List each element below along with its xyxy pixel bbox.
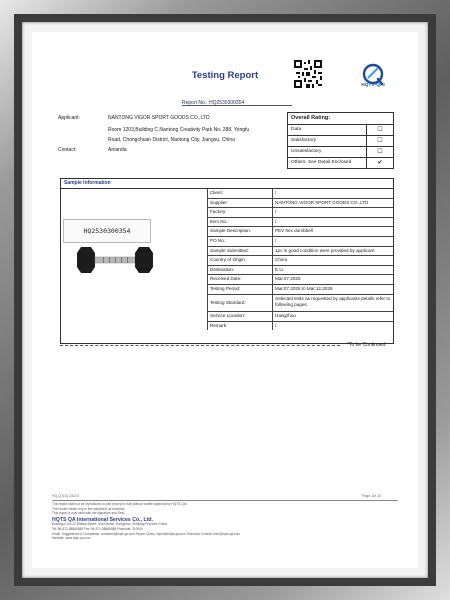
table-row (207, 208, 393, 218)
footer-website: Website: www.hqts-qa.com (52, 536, 91, 541)
applicant-label: Applicant: (58, 115, 80, 121)
rating-row (288, 147, 393, 158)
field-label: Destination: (207, 266, 273, 275)
applicant-address-line1: Room 1203,Building C,Nantong Creativity Park No. 288, Yongfu (108, 127, 250, 133)
field-value: Selected tests as requested by applicants,details refer to following pages. (275, 295, 391, 308)
footer-disclaimer-3: This report is only valid with the signature and Seal. (52, 511, 125, 516)
to-be-continued: *To be Continued (347, 342, 386, 348)
field-value: China (275, 257, 288, 263)
checkbox-icon: ☐ (377, 127, 383, 133)
footer-email: Email: Suggestions & Complaints: customer@hqts-qa.com Report Query: report@hqts-qa.com Technical Consult: tech@hqts-qa.com (52, 531, 241, 536)
field-label: Item No.: (207, 218, 273, 227)
table-row (207, 227, 393, 237)
checkmark-icon: ✔ (377, 160, 383, 166)
sample-information-header: Sample Information (61, 179, 393, 189)
checkbox-icon: ☐ (377, 138, 383, 144)
table-row (207, 247, 393, 257)
field-value: 1pc in good condition were provided by applicant (275, 247, 375, 253)
report-number-underline (182, 105, 292, 106)
table-row (207, 312, 393, 322)
footer-rule (52, 500, 398, 501)
field-value: Mar.07,2025 (275, 276, 301, 282)
checkbox-icon: ☐ (377, 149, 383, 155)
field-value: Hangzhou (275, 313, 296, 319)
rating-row (288, 125, 393, 136)
field-label: Factory: (207, 208, 273, 217)
overall-rating-box (287, 112, 394, 169)
contact-label: Contact: (58, 147, 77, 153)
rating-label-satisfactory: Satisfactory (288, 136, 367, 146)
field-value: / (275, 209, 277, 215)
field-value: E.U. (275, 266, 284, 272)
footer (52, 502, 402, 541)
report-page (32, 32, 418, 568)
field-label: Testing Period: (207, 285, 273, 294)
rating-row (288, 158, 393, 168)
sample-label-tag: HQ2530300354 (63, 219, 151, 243)
field-value: / (275, 322, 277, 328)
footer-company: HQTS QA International Services Co., Ltd. (52, 516, 153, 523)
field-label: Service Location: (207, 312, 273, 321)
table-row (207, 275, 393, 285)
dumbbell-icon (73, 245, 163, 275)
field-label: Country of Origin: (207, 256, 273, 265)
page-title: Testing Report (191, 70, 259, 81)
table-row (207, 237, 393, 247)
field-label: PO No.: (207, 237, 273, 246)
field-value: / (275, 218, 277, 224)
footer-disclaimer-1: This report shall not be reproduced in part (except in full) without written approval by HQTS-QAI. (52, 502, 188, 506)
report-number: Report No.: HQ2530300354 (182, 100, 245, 106)
contact-name: Amanda (108, 147, 127, 153)
field-label: Sample Description: (207, 227, 273, 236)
field-value: PEV hex dumbbell (275, 228, 313, 234)
footer-address: Building C,No.12 Wulian Street, Jiha District, Hangzhou, Zhejiang Province,China (52, 522, 167, 527)
rating-label-unsatisfactory: Unsatisfactory (288, 147, 367, 157)
field-value: / (275, 237, 277, 243)
logo-text: HQTS-QAI (361, 83, 385, 88)
table-row (207, 322, 393, 331)
field-label: Received Date: (207, 275, 273, 284)
continued-divider (60, 345, 340, 346)
field-value: Mar.07,2025 to Mar.12,2025 (275, 285, 333, 291)
footer-contact: Tel: 86-571-88865588 Fax: 86-571-88865588 Postcode: 310000 (52, 526, 143, 531)
form-number: HQ-QT(G)-03/2.0 (52, 494, 80, 498)
table-row (207, 285, 393, 295)
table-row (207, 199, 393, 209)
sample-photo (63, 219, 205, 303)
rating-label-data: Data (288, 125, 367, 135)
rating-label-others: Others, See Detail Enclosed (288, 158, 367, 168)
rating-row (288, 136, 393, 147)
overall-rating-title: Overall Rating: (288, 113, 393, 125)
footer-disclaimer-2: The results relate only to the sample(s) as received. (52, 506, 126, 511)
applicant-address-line2: Road, Chongchuan District, Nantong City, Jiangsu, China (108, 137, 235, 143)
table-row (207, 256, 393, 266)
field-value: NANTONG VIGOR SPORT GOODS CO.,LTD (275, 199, 369, 205)
field-value: / (275, 190, 277, 195)
applicant-name: NANTONG VIGOR SPORT GOODS CO.,LTD (108, 115, 210, 121)
sample-information-section (60, 178, 394, 344)
field-label: Client: (207, 189, 273, 198)
field-label: Supplier: (207, 199, 273, 208)
table-row (207, 295, 393, 313)
field-label: Sample Submitted: (207, 247, 273, 256)
field-label: Testing Standard: (207, 295, 273, 312)
table-row (207, 266, 393, 276)
table-row (207, 218, 393, 228)
sample-info-table (207, 189, 393, 330)
field-label: Remark: (207, 322, 273, 331)
page-number: Page 1of 15 (362, 494, 381, 498)
table-row (207, 189, 393, 199)
